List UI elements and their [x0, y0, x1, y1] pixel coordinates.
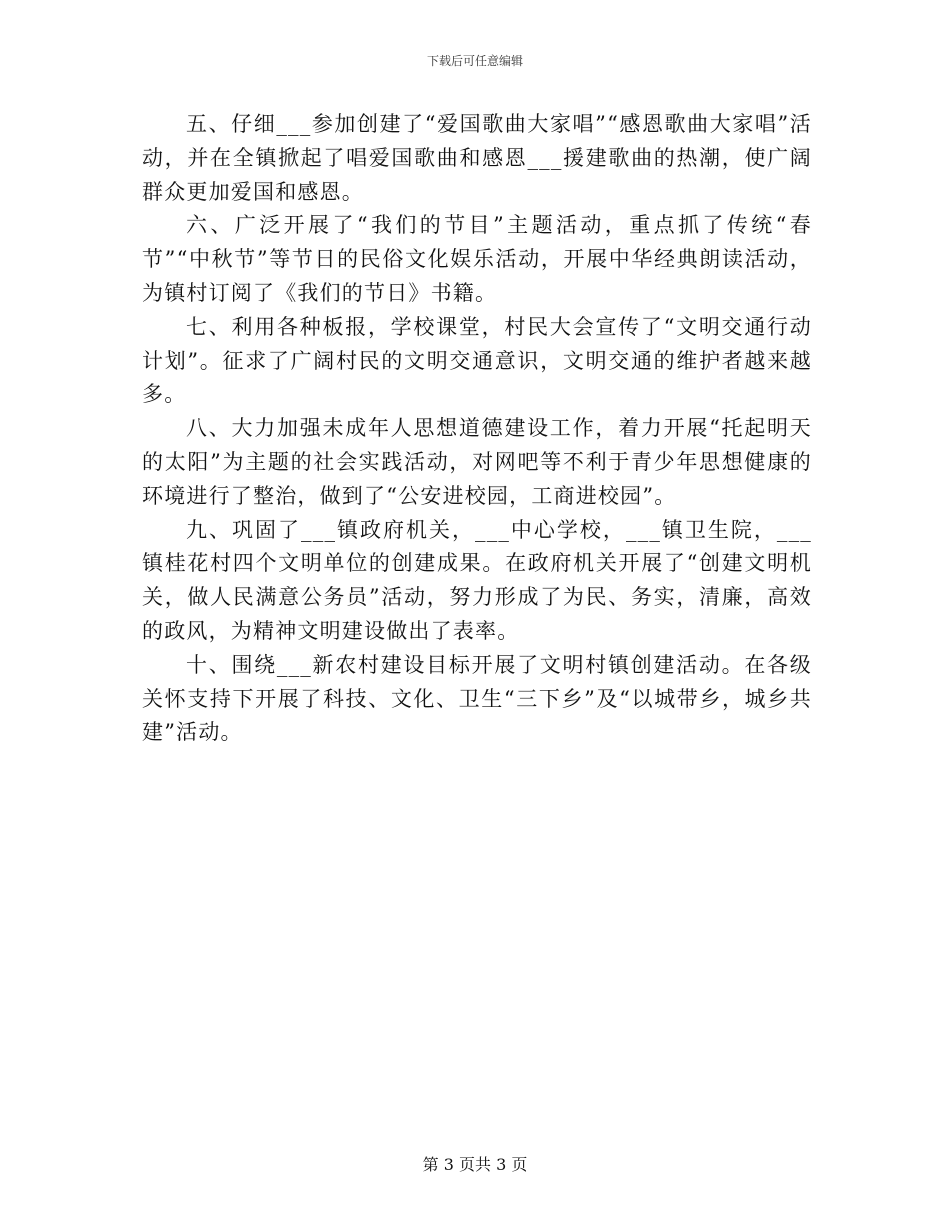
document-body [142, 108, 812, 750]
paragraph-7: 七、利用各种板报，学校课堂，村民大会宣传了“文明交通行动计划”。征求了广阔村民的文明交通意识，文明交通的维护者越来越多。 [142, 314, 812, 407]
page-footer: 第 3 页共 3 页 [422, 1155, 528, 1174]
page-header: 下载后可任意编辑 [426, 54, 523, 68]
paragraph-10: 十、围绕___新农村建设目标开展了文明村镇创建活动。在各级关怀支持下开展了科技、文化、卫生“三下乡”及“以城带乡，城乡共建”活动。 [142, 652, 812, 745]
paragraph-5: 五、仔细___参加创建了“爱国歌曲大家唱”“感恩歌曲大家唱”活动，并在全镇掀起了唱爱国歌曲和感恩___援建歌曲的热潮，使广阔群众更加爱国和感恩。 [142, 112, 812, 204]
paragraph-9: 九、巩固了___镇政府机关，___中心学校，___镇卫生院，___镇桂花村四个文明单位的创建成果。在政府机关开展了“创建文明机关，做人民满意公务员”活动，努力形成了为民、务实，清廉，高效的政风，为精神文明建设做出了表率。 [142, 517, 812, 643]
paragraph-6: 六、广泛开展了“我们的节目”主题活动，重点抓了传统“春节”“中秋节”等节日的民俗文化娱乐活动，开展中华经典朗读活动，为镇村订阅了《我们的节日》书籍。 [142, 213, 812, 305]
paragraph-8: 八、大力加强未成年人思想道德建设工作，着力开展“托起明天的太阳”为主题的社会实践活动，对网吧等不利于青少年思想健康的环境进行了整治，做到了“公安进校园，工商进校园”。 [142, 416, 812, 508]
